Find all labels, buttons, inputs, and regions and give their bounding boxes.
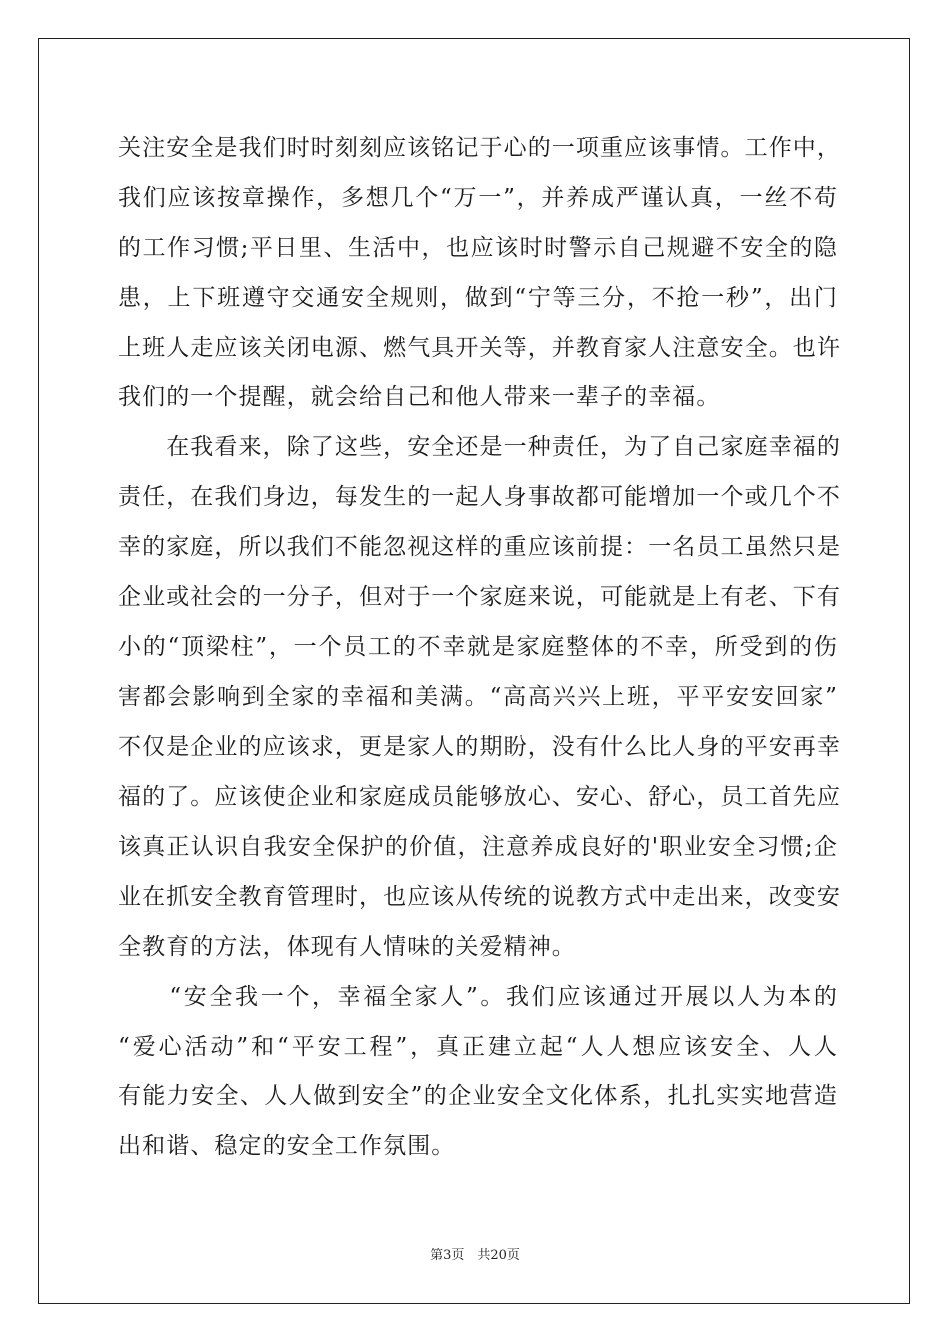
text-line: “安全我一个，幸福全家人”。我们应该通过开展以人为本的 xyxy=(118,984,838,1010)
text-line: 我们的一个提醒，就会给自己和他人带来一辈子的幸福。 xyxy=(118,384,721,410)
text-line: 责任，在我们身边，每发生的一起人身事故都可能增加一个或几个不 xyxy=(118,484,841,510)
text-line: 在我看来，除了这些，安全还是一种责任，为了自己家庭幸福的 xyxy=(118,434,841,460)
text-line: 我们应该按章操作，多想几个“万一”，并养成严谨认真，一丝不苟 xyxy=(118,185,838,211)
text-line: 业在抓安全教育管理时，也应该从传统的说教方式中走出来，改变安 xyxy=(118,884,841,910)
text-line: 害都会影响到全家的幸福和美满。“高高兴兴上班，平平安安回家” xyxy=(118,684,838,710)
text-line: 小的“顶梁柱”，一个员工的不幸就是家庭整体的不幸，所受到的伤 xyxy=(118,634,838,660)
page-number-footer: 第3页 共20页 xyxy=(430,1248,520,1263)
text-line: “爱心活动”和“平安工程”，真正建立起“人人想应该安全、人人 xyxy=(118,1034,838,1060)
text-line: 的工作习惯;平日里、生活中，也应该时时警示自己规避不安全的隐 xyxy=(118,235,838,261)
text-line: 企业或社会的一分子，但对于一个家庭来说，可能就是上有老、下有 xyxy=(118,584,841,610)
text-line: 幸的家庭，所以我们不能忽视这样的重应该前提：一名员工虽然只是 xyxy=(118,534,841,560)
text-line: 有能力安全、人人做到安全”的企业安全文化体系，扎扎实实地营造 xyxy=(118,1083,838,1109)
page-border xyxy=(38,38,910,1304)
text-line: 出和谐、稳定的安全工作氛围。 xyxy=(118,1133,456,1159)
text-line: 全教育的方法，体现有人情味的关爱精神。 xyxy=(118,934,576,960)
text-line: 福的了。应该使企业和家庭成员能够放心、安心、舒心，员工首先应 xyxy=(118,784,841,810)
text-line: 该真正认识自我安全保护的价值，注意养成良好的'职业安全习惯;企 xyxy=(118,834,838,860)
text-line: 不仅是企业的应该求，更是家人的期盼，没有什么比人身的平安再幸 xyxy=(118,734,841,760)
text-line: 患，上下班遵守交通安全规则，做到“宁等三分，不抢一秒”，出门 xyxy=(118,285,838,311)
text-line: 关注安全是我们时时刻刻应该铭记于心的一项重应该事情。工作中， xyxy=(118,135,841,161)
text-line: 上班人走应该关闭电源、燃气具开关等，并教育家人注意安全。也许 xyxy=(118,335,841,361)
